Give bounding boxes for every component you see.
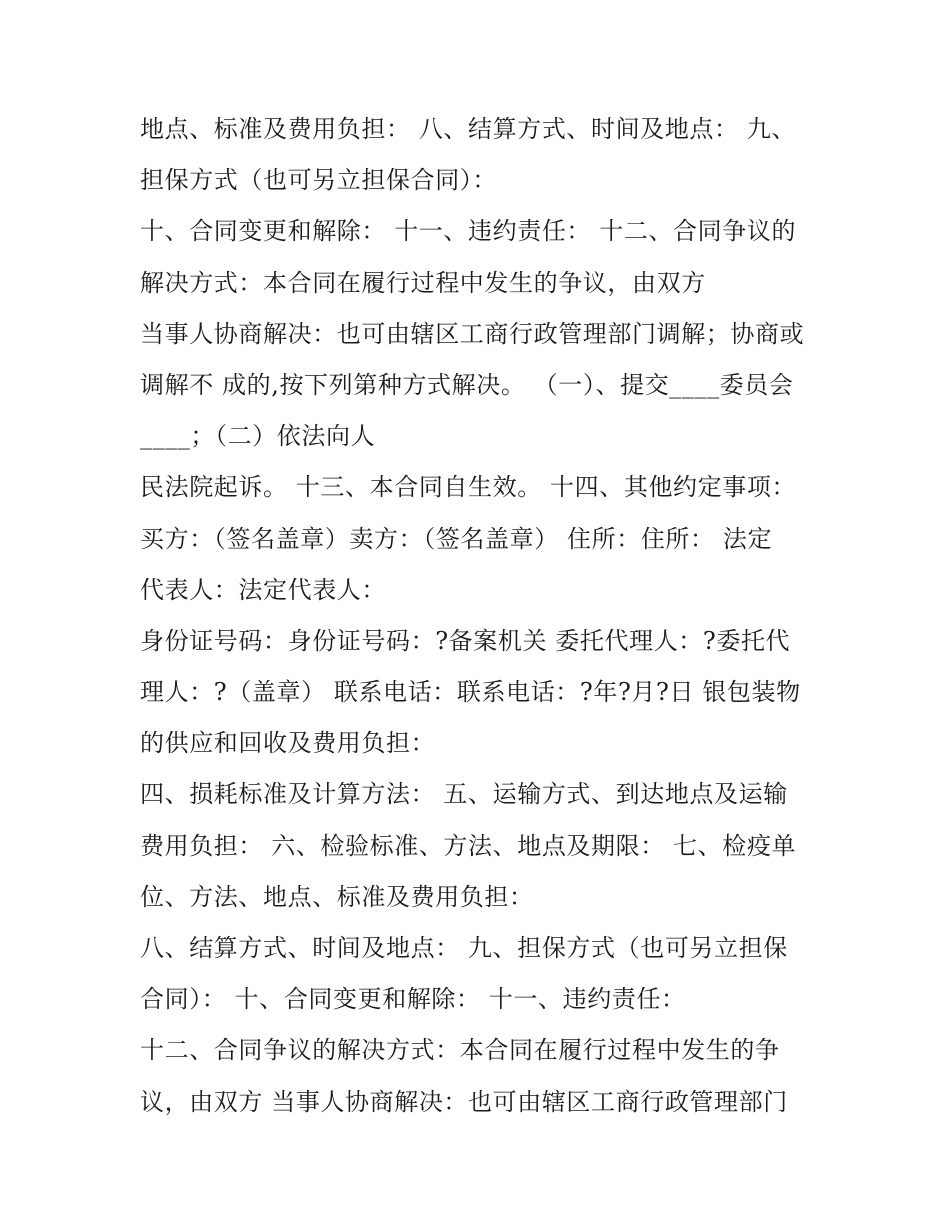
text-line: 四、损耗标准及计算方法： 五、运输方式、到达地点及运输 — [140, 780, 788, 809]
text-line: 十二、合同争议的解决方式：本合同在履行过程中发生的争 — [140, 1036, 780, 1065]
text-line: 买方：（签名盖章）卖方：（签名盖章） 住所：住所： 法定 — [140, 524, 773, 553]
text-line: 八、结算方式、时间及地点： 九、担保方式（也可另立担保 — [140, 934, 788, 962]
text-line: 民法院起诉。 十三、本合同自生效。 十四、其他约定事项： — [140, 473, 797, 502]
text-line: 的供应和回收及费用负担： — [140, 729, 436, 758]
text-line: 解决方式：本合同在履行过程中发生的争议，由双方 — [140, 268, 706, 297]
text-line: 合同）： 十、合同变更和解除： 十一、违约责任： — [140, 985, 686, 1014]
text-line: 调解不 成的,按下列第种方式解决。 （一）、提交____委员会 — [140, 370, 794, 399]
text-line: 理人：?（盖章） 联系电话：联系电话：?年?月?日 银包装物 — [140, 678, 801, 707]
text-line: 代表人：法定代表人： — [140, 575, 386, 604]
text-line: 当事人协商解决：也可由辖区工商行政管理部门调解；协商或 — [140, 319, 805, 348]
text-line: 议，由双方 当事人协商解决：也可由辖区工商行政管理部门 — [140, 1087, 788, 1116]
contract-body-text — [140, 104, 830, 1128]
text-line: 位、方法、地点、标准及费用负担： — [140, 882, 534, 911]
text-line: 担保方式（也可另立担保合同）： — [140, 166, 497, 195]
text-line: 十、合同变更和解除： 十一、违约责任： 十二、合同争议的 — [140, 217, 797, 246]
text-line: 身份证号码：身份证号码：?备案机关 委托代理人：?委托代 — [140, 626, 791, 655]
text-line: 费用负担： 六、检验标准、方法、地点及期限： 七、检疫单 — [140, 831, 797, 860]
text-line: 地点、标准及费用负担： 八、结算方式、时间及地点： 九、 — [140, 115, 797, 143]
text-line: ____；（二）依法向人 — [140, 422, 376, 451]
